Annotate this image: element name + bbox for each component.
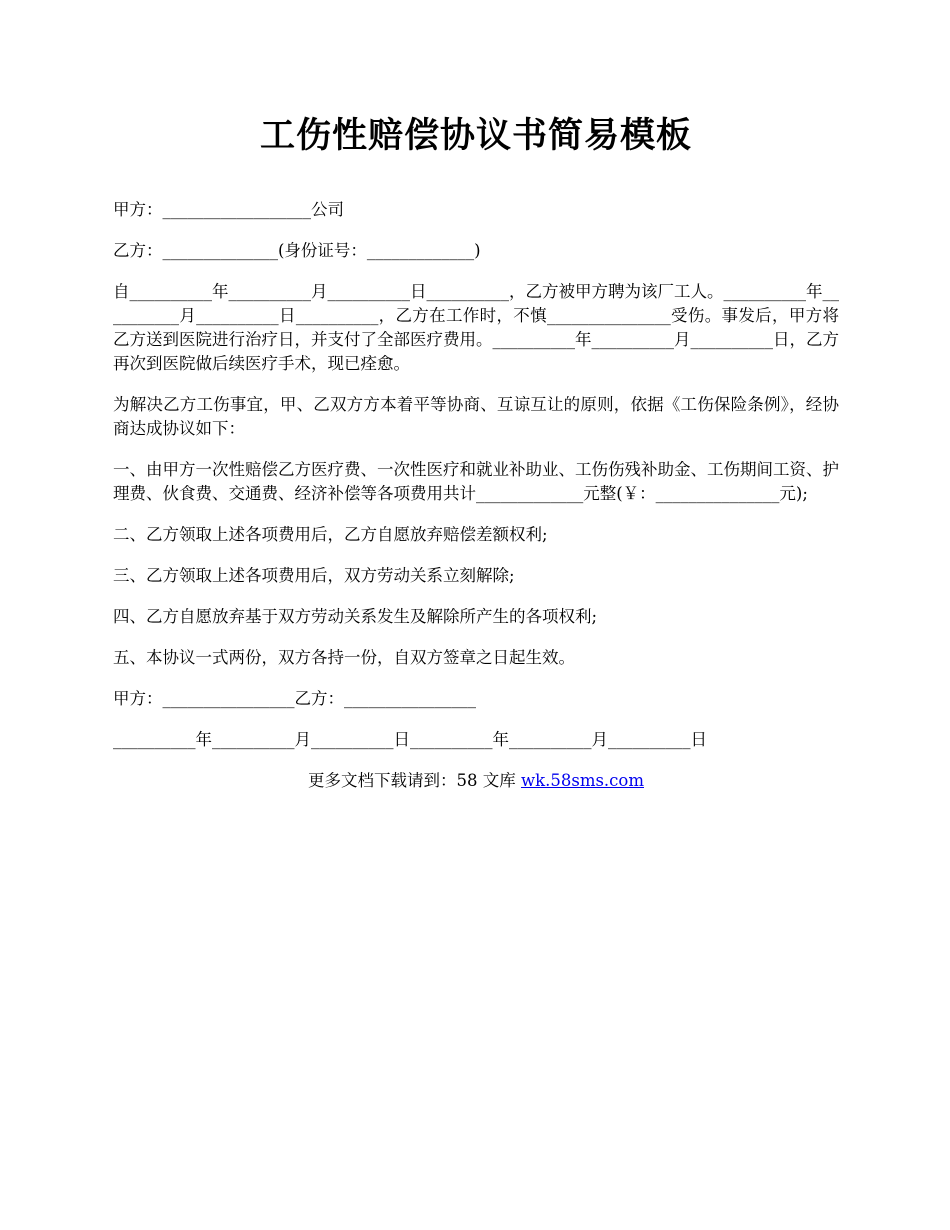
clause-3: 三、乙方领取上述各项费用后，双方劳动关系立刻解除; [113,566,515,585]
footer-link[interactable]: wk.58sms.com [520,771,644,790]
purpose-paragraph: 为解决乙方工伤事宜，甲、乙双方方本着平等协商、互谅互让的原则，依据《工伤保险条例》，经协商达成协议如下： [113,395,839,438]
clause-1: 一、由甲方一次性赔偿乙方医疗费、一次性医疗和就业补助业、工伤伤残补助金、工伤期间工资、护理费、伙食费、交通费、经济补偿等各项费用共计_____________元整(￥：_______________元); [113,460,839,503]
download-footer [113,769,839,793]
incident-paragraph: 自__________年__________月__________日__________，乙方被甲方聘为该厂工人。__________年__________月__________日__________，乙方在工作时，不慎_______________受伤。事发后，甲方将乙方送到医院进行治疗日，并支付了全部医疗费用。__________年__________月__________日，乙方再次到医院做后续医疗手术，现已痊愈。 [113,282,839,373]
document-title: 工伤性赔偿协议书简易模板 [259,115,692,156]
clause-2: 二、乙方领取上述各项费用后，乙方自愿放弃赔偿差额权利; [113,525,548,544]
clause-5: 五、本协议一式两份，双方各持一份，自双方签章之日起生效。 [113,648,575,667]
party-a-line: 甲方：__________________公司 [113,200,344,219]
party-b-line: 乙方：______________(身份证号：_____________) [113,241,481,260]
signature-line: 甲方：________________乙方：________________ [113,689,476,708]
signature-date-line: __________年__________月__________日__________年__________月__________日 [113,730,707,749]
document-page [113,110,839,793]
clause-4: 四、乙方自愿放弃基于双方劳动关系发生及解除所产生的各项权利; [113,607,598,626]
footer-prefix: 更多文档下载请到：58 文库 [307,771,521,790]
